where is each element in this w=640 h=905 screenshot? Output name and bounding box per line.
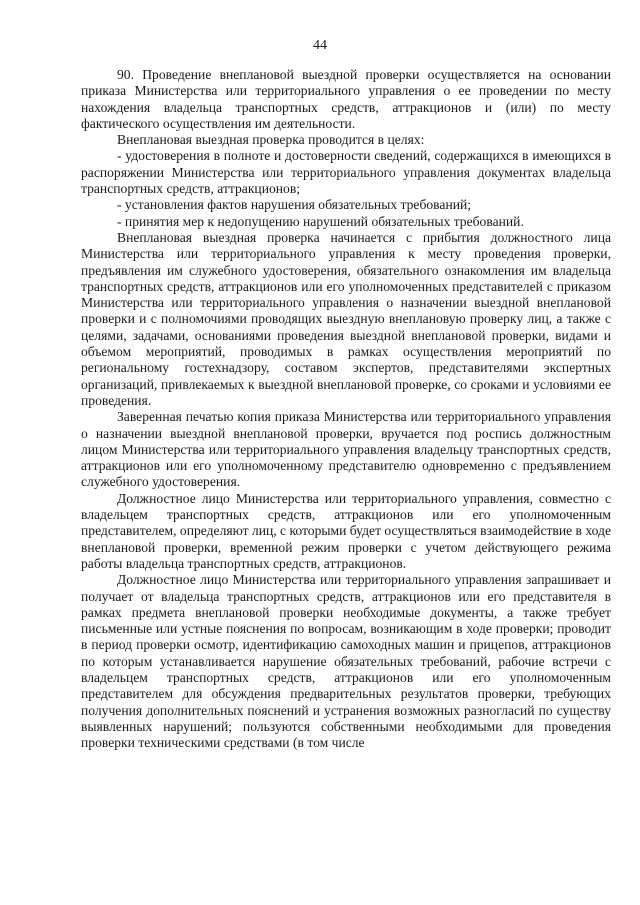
goal-list-item: - удостоверения в полноте и достоверности сведений, содержащихся в имеющихся в распоряжении Министерства или территориального управления документах владельца транспортных средств, аттракционов; <box>81 148 611 197</box>
page-number: 44 <box>313 38 327 53</box>
paragraph-interaction: Должностное лицо Министерства или территориального управления, совместно с владельцем транспортных средств, аттракционов или его уполномоченным представителем, определяют лиц, с которыми будет осуществляться взаимодействие в ходе внеплановой проверки, временной режим проверки с учетом действующего режима работы владельца транспортных средств, аттракционов. <box>81 490 611 571</box>
paragraph-inspection-start: Внеплановая выездная проверка начинается с прибытия должностного лица Министерства или территориального управления к месту проведения проверки, предъявления им служебного удостоверения, обязательного ознакомления им владельца транспортных средств, аттракционов или его уполномоченных представителей с приказом Министерства или территориального управления о назначении выездной внеплановой проверки и с полномочиями проводящих выездную внеплановую проверку лиц, а также с целями, задачами, основаниями проведения выездной внеплановой проверки, видами и объемом мероприятий, проводимых в рамках осуществления мероприятий по региональному гостехнадзору, составом экспертов, представителями экспертных организаций, привлекаемых к выездной внеплановой проверке, со сроками и условиями ее проведения. <box>81 229 611 408</box>
document-body <box>81 67 611 751</box>
paragraph-item-90: 90. Проведение внеплановой выездной проверки осуществляется на основании приказа Министерства или территориального управления о ее проведении по месту нахождения владельца транспортных средств, аттракционов и (или) по месту фактического осуществления им деятельности. <box>81 67 611 131</box>
goal-list-item: - принятия мер к недопущению нарушений обязательных требований. <box>117 213 524 229</box>
goal-list-item: - установления фактов нарушения обязательных требований; <box>117 197 472 213</box>
paragraph-official-powers: Должностное лицо Министерства или территориального управления запрашивает и получает от владельца транспортных средств, аттракционов или его представителя в рамках предмета внеплановой проверки необходимые документы, а также требует письменные или устные пояснения по вопросам, возникающим в ходе проверки; проводит в период проверки осмотр, идентификацию самоходных машин и прицепов, аттракционов по которым устанавливается нарушение обязательных требований, рабочие встречи с владельцем транспортных средств, аттракционов или его уполномоченным представителем для обсуждения предварительных результатов проверки, требующих получения дополнительных пояснений и устранения возможных разногласий по существу выявленных нарушений; пользуются собственными необходимыми для проведения проверки техническими средствами (в том числе <box>81 572 611 751</box>
paragraph-goals-intro: Внеплановая выездная проверка проводится в целях: <box>117 132 425 148</box>
paragraph-order-copy: Заверенная печатью копия приказа Министерства или территориального управления о назначении выездной внеплановой проверки, вручается под роспись должностным лицом Министерства или территориального управления владельцу транспортных средств, аттракционов или его уполномоченному представителю одновременно с предъявлением служебного удостоверения. <box>81 409 611 490</box>
